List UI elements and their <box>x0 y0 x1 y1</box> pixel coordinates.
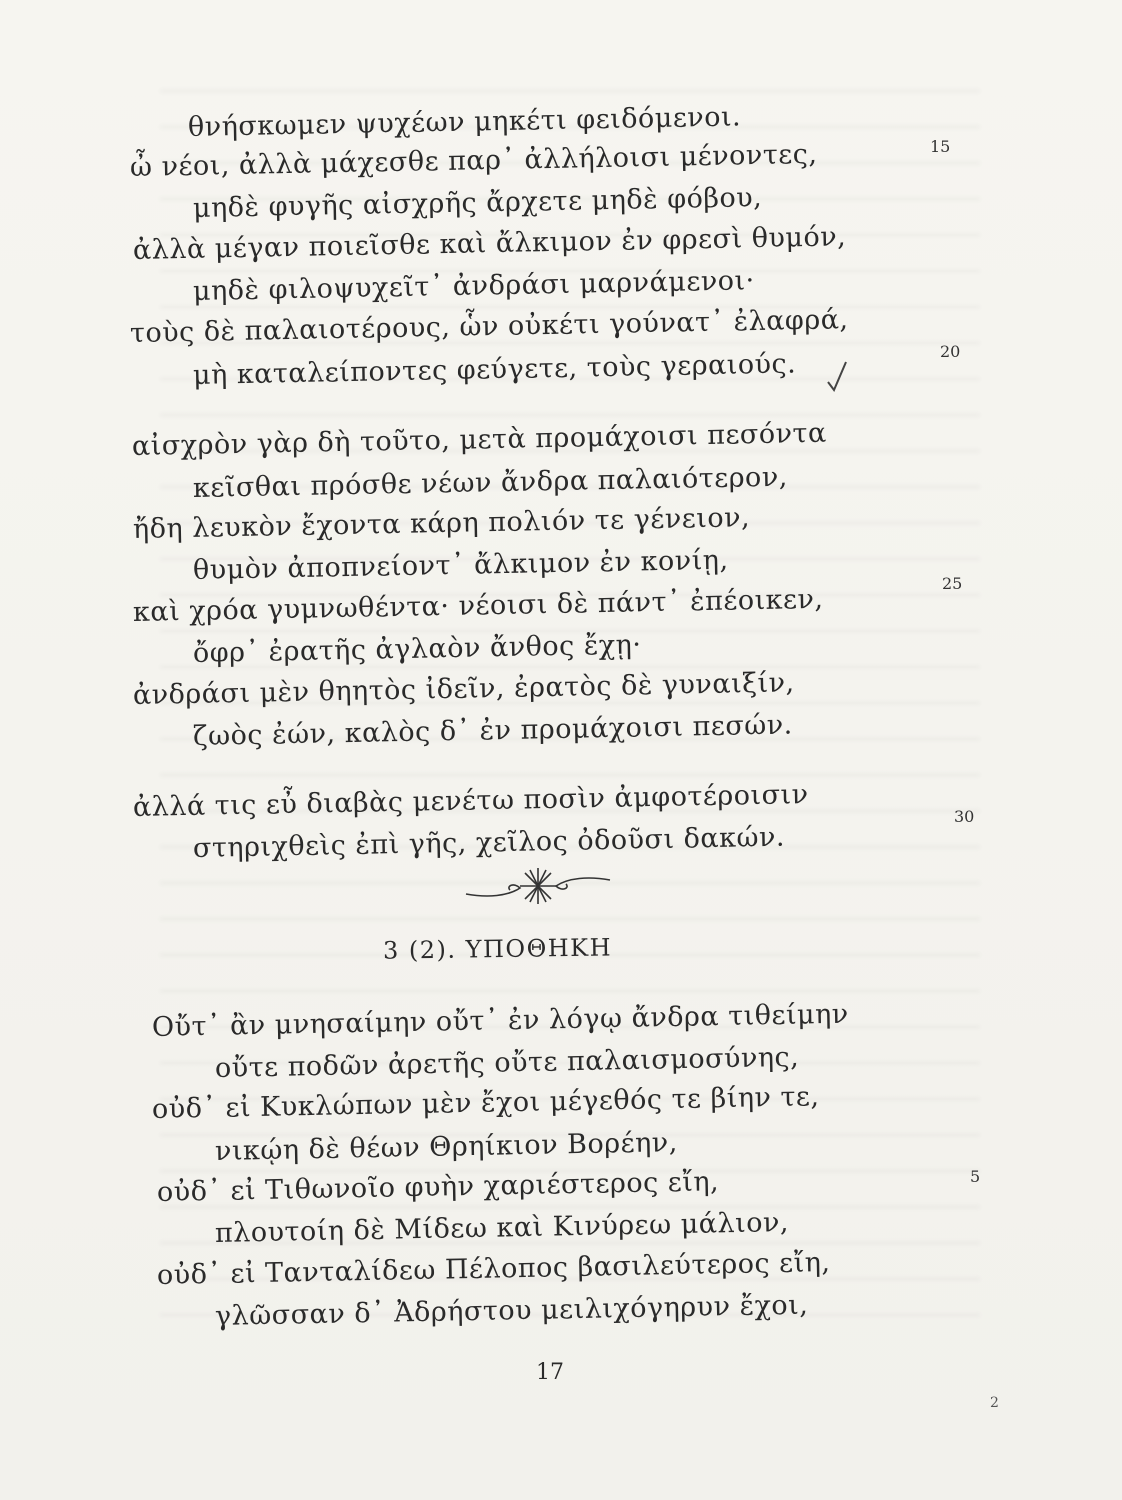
verse-line: στηριχθεὶς ἐπὶ γῆς, χεῖλος ὀδοῦσι δακών. <box>192 821 786 864</box>
verse-line: ὄφρ᾽ ἐρατῆς ἀγλαὸν ἄνθος ἔχῃ· <box>192 629 642 669</box>
verse-line: θνήσκωμεν ψυχέων μηκέτι φειδόμενοι. <box>187 101 742 143</box>
verse-line: οὔτε ποδῶν ἀρετῆς οὔτε παλαισμοσύνης, <box>214 1041 800 1084</box>
verse-line: ἀλλὰ μέγαν ποιεῖσθε καὶ ἄλκιμον ἐν φρεσὶ θυμόν, <box>132 221 847 266</box>
line-number: 5 <box>970 1167 981 1186</box>
verse-line: Οὔτ᾽ ἂν μνησαίμην οὔτ᾽ ἐν λόγῳ ἄνδρα τιθείμην <box>151 998 849 1043</box>
verse-line: οὐδ᾽ εἰ Τιθωνοῖο φυὴν χαριέστερος εἴη, <box>156 1166 720 1208</box>
line-number: 30 <box>954 807 975 826</box>
verse-line: κεῖσθαι πρόσθε νέων ἄνδρα παλαιότερον, <box>192 461 789 504</box>
verse-line: τοὺς δὲ παλαιοτέρους, ὧν οὐκέτι γούνατ᾽ ἐλαφρά, <box>129 304 849 349</box>
verse-line: ὦ νέοι, ἀλλὰ μάχεσθε παρ᾽ ἀλλήλοισι μένοντες, <box>129 138 818 183</box>
line-number: 25 <box>942 574 963 593</box>
verse-line: ἀλλά τις εὖ διαβὰς μενέτω ποσὶν ἀμφοτέροισιν <box>132 779 809 823</box>
verse-line: οὐδ᾽ εἰ Τανταλίδεω Πέλοπος βασιλεύτερος εἴη, <box>156 1247 831 1291</box>
verse-line: οὐδ᾽ εἰ Κυκλώπων μὲν ἔχοι μέγεθός τε βίην τε, <box>151 1081 820 1125</box>
verse-line: μηδὲ φιλοψυχεῖτ᾽ ἀνδράσι μαρνάμενοι· <box>192 265 755 307</box>
corner-mark: 2 <box>990 1395 999 1411</box>
line-number: 20 <box>940 342 961 361</box>
line-number: 15 <box>930 137 951 156</box>
verse-line: νικῴη δὲ θέων Θρηίκιον Βορέην, <box>214 1127 679 1167</box>
verse-line: μὴ καταλείποντες φεύγετε, τοὺς γεραιούς. <box>192 348 797 391</box>
verse-line: αἰσχρὸν γὰρ δὴ τοῦτο, μετὰ προμάχοισι πεσόντα <box>131 417 827 462</box>
verse-line: γλῶσσαν δ᾽ Ἀδρήστου μειλιχόγηρυν ἔχοι, <box>214 1289 809 1332</box>
verse-line: καὶ χρόα γυμνωθέντα· νέοισι δὲ πάντ᾽ ἐπέοικεν, <box>132 583 824 628</box>
ornament-divider <box>458 862 618 910</box>
verse-line: ζωὸς ἐών, καλὸς δ᾽ ἐν προμάχοισι πεσών. <box>192 709 794 752</box>
verse-line: ἀνδράσι μὲν θηητὸς ἰδεῖν, ἐρατὸς δὲ γυναιξίν, <box>132 667 795 711</box>
verse-line: ἤδη λευκὸν ἔχοντα κάρη πολιόν τε γένειον, <box>132 502 751 545</box>
verse-line: πλουτοίη δὲ Μίδεω καὶ Κινύρεω μάλιον, <box>214 1206 790 1249</box>
page-number: 17 <box>536 1360 564 1385</box>
verse-line: μηδὲ φυγῆς αἰσχρῆς ἄρχετε μηδὲ φόβου, <box>192 182 763 224</box>
verse-line: θυμὸν ἀποπνείοντ᾽ ἄλκιμον ἐν κονίῃ, <box>192 544 729 586</box>
poem-heading: 3 (2). ΥΠΟΘΗΚΗ <box>382 933 613 965</box>
pencil-check-mark <box>826 360 848 394</box>
